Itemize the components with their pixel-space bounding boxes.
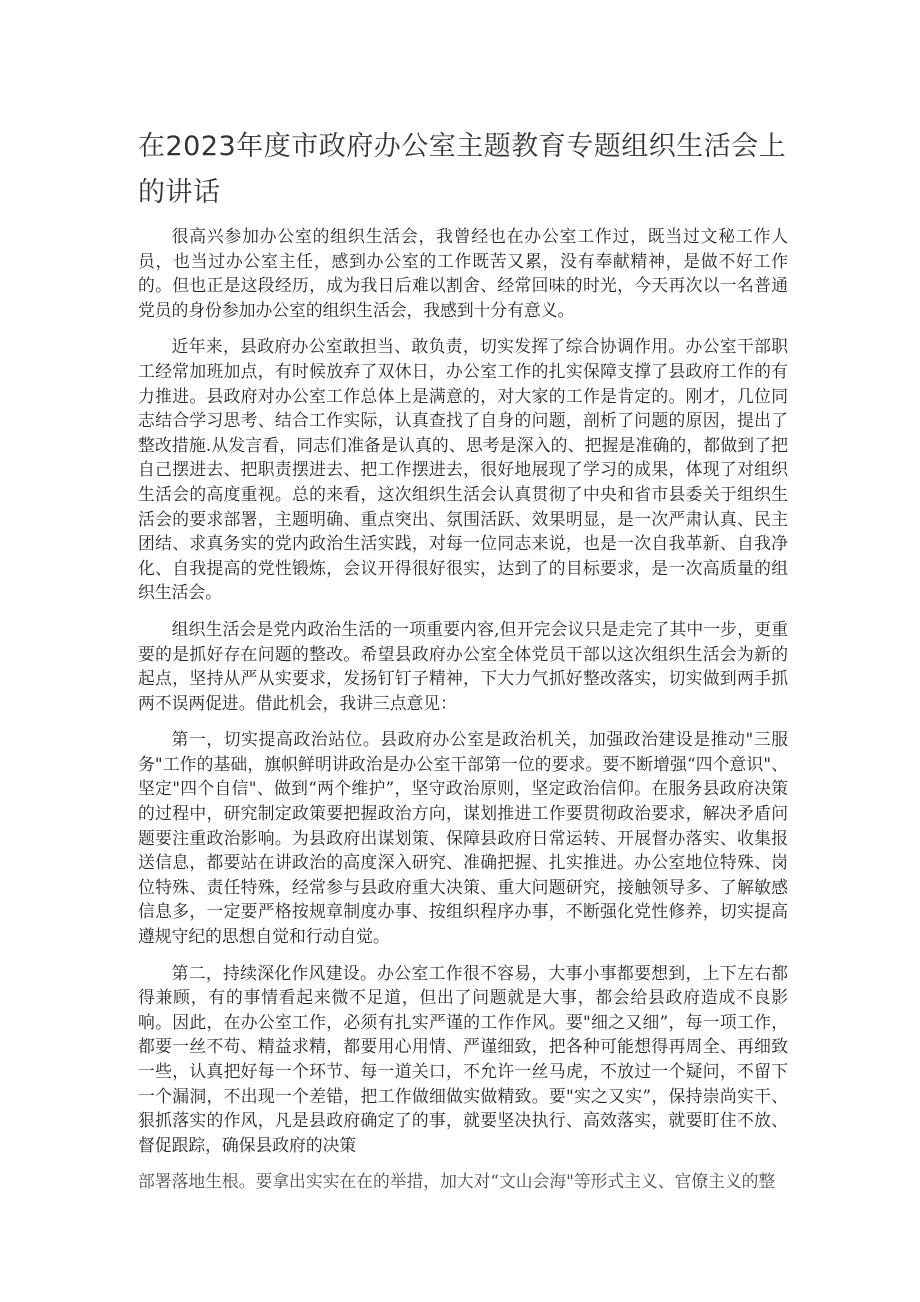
paragraph-rectification: 组织生活会是党内政治生活的一项重要内容,但开完会议只是走完了其中一步，更重要的是抓好存在问题的整改。希望县政府办公室全体党员干部以这次组织生活会为新的起点，坚持从严从实要求，发扬钉钉子精神，下大力气抓好整改落实，切实做到两手抓两不误两促进。借此机会，我讲三点意见： [138,618,788,713]
paragraph-continued: 部署落地生根。要拿出实实在在的举措，加大对“文山会海"等形式主义、官僚主义的整 [138,1171,776,1192]
document-page [138,124,788,1206]
paragraph-recent-years: 近年来，县政府办公室敢担当、敢负责，切实发挥了综合协调作用。办公室干部职工经常加班加点，有时候放弃了双休日，办公室工作的扎实保障支撑了县政府工作的有力推进。县政府对办公室工作总体上是满意的，对大家的工作是肯定的。刚才，几位同志结合学习思考、结合工作实际，认真查找了自身的问题，剖析了问题的原因，提出了整改措施.从发言看，同志们准备是认真的、思考是深入的、把握是准确的，都做到了把自己摆进去、把职责摆进去、把工作摆进去，很好地展现了学习的成果，体现了对组织生活会的高度重视。总的来看，这次组织生活会认真贯彻了中央和省市县委关于组织生活会的要求部署，主题明确、重点突出、氛围活跃、效果明显，是一次严肃认真、民主团结、求真务实的党内政治生活实践，对每一位同志来说，也是一次自我革新、自我净化、自我提高的党性锻炼，会议开得很好很实，达到了的目标要求，是一次高质量的组织生活会。 [138,336,788,603]
document-title: 在2023年度市政府办公室主题教育专题组织生活会上的讲话 [138,131,787,208]
paragraph-opening: 很高兴参加办公室的组织生活会，我曾经也在办公室工作过，既当过文秘工作人员，也当过办公室主任，感到办公室的工作既苦又累，没有奉献精神，是做不好工作的。但也正是这段经历，成为我日后难以割舍、经常回味的时光，今天再次以一名普通党员的身份参加办公室的组织生活会，我感到十分有意义。 [138,226,788,320]
paragraph-point-two: 第二，持续深化作风建设。办公室工作很不容易，大事小事都要想到，上下左右都得兼顾，有的事情看起来微不足道，但出了问题就是大事，都会给县政府造成不良影响。因此，在办公室工作，必须有扎实严谨的工作作风。要"细之又细”，每一项工作，都要一丝不苟、精益求精，都要用心用情、严谨细致，把各种可能想得再周全、再细致一些，认真把好每一个环节、每一道关口，不允许一丝马虎，不放过一个疑问，不留下一个漏洞，不出现一个差错，把工作做细做实做精致。要"实之又实”，保持崇尚实干、狠抓落实的作风，凡是县政府确定了的事，就要坚决执行、高效落实，就要盯住不放、督促跟踪，确保县政府的决策 [138,962,788,1155]
paragraph-point-one: 第一，切实提高政治站位。县政府办公室是政治机关，加强政治建设是推动"三服务"工作的基础，旗帜鲜明讲政治是办公室干部第一位的要求。要不断增强“四个意识"、坚定"四个自信"、做到“两个维护”，坚守政治原则，坚定政治信仰。在服务县政府决策的过程中，研究制定政策要把握政治方向，谋划推进工作要贯彻政治要求，解决矛盾问题要注重政治影响。为县政府出谋划策、保障县政府日常运转、开展督办落实、收集报送信息，都要站在讲政治的高度深入研究、准确把握、扎实推进。办公室地位特殊、岗位特殊、责任特殊，经常参与县政府重大决策、重大问题研究，接触领导多、了解敏感信息多，一定要严格按规章制度办事、按组织程序办事，不断强化党性修养，切实提高遵规守纪的思想自觉和行动自觉。 [138,729,788,947]
